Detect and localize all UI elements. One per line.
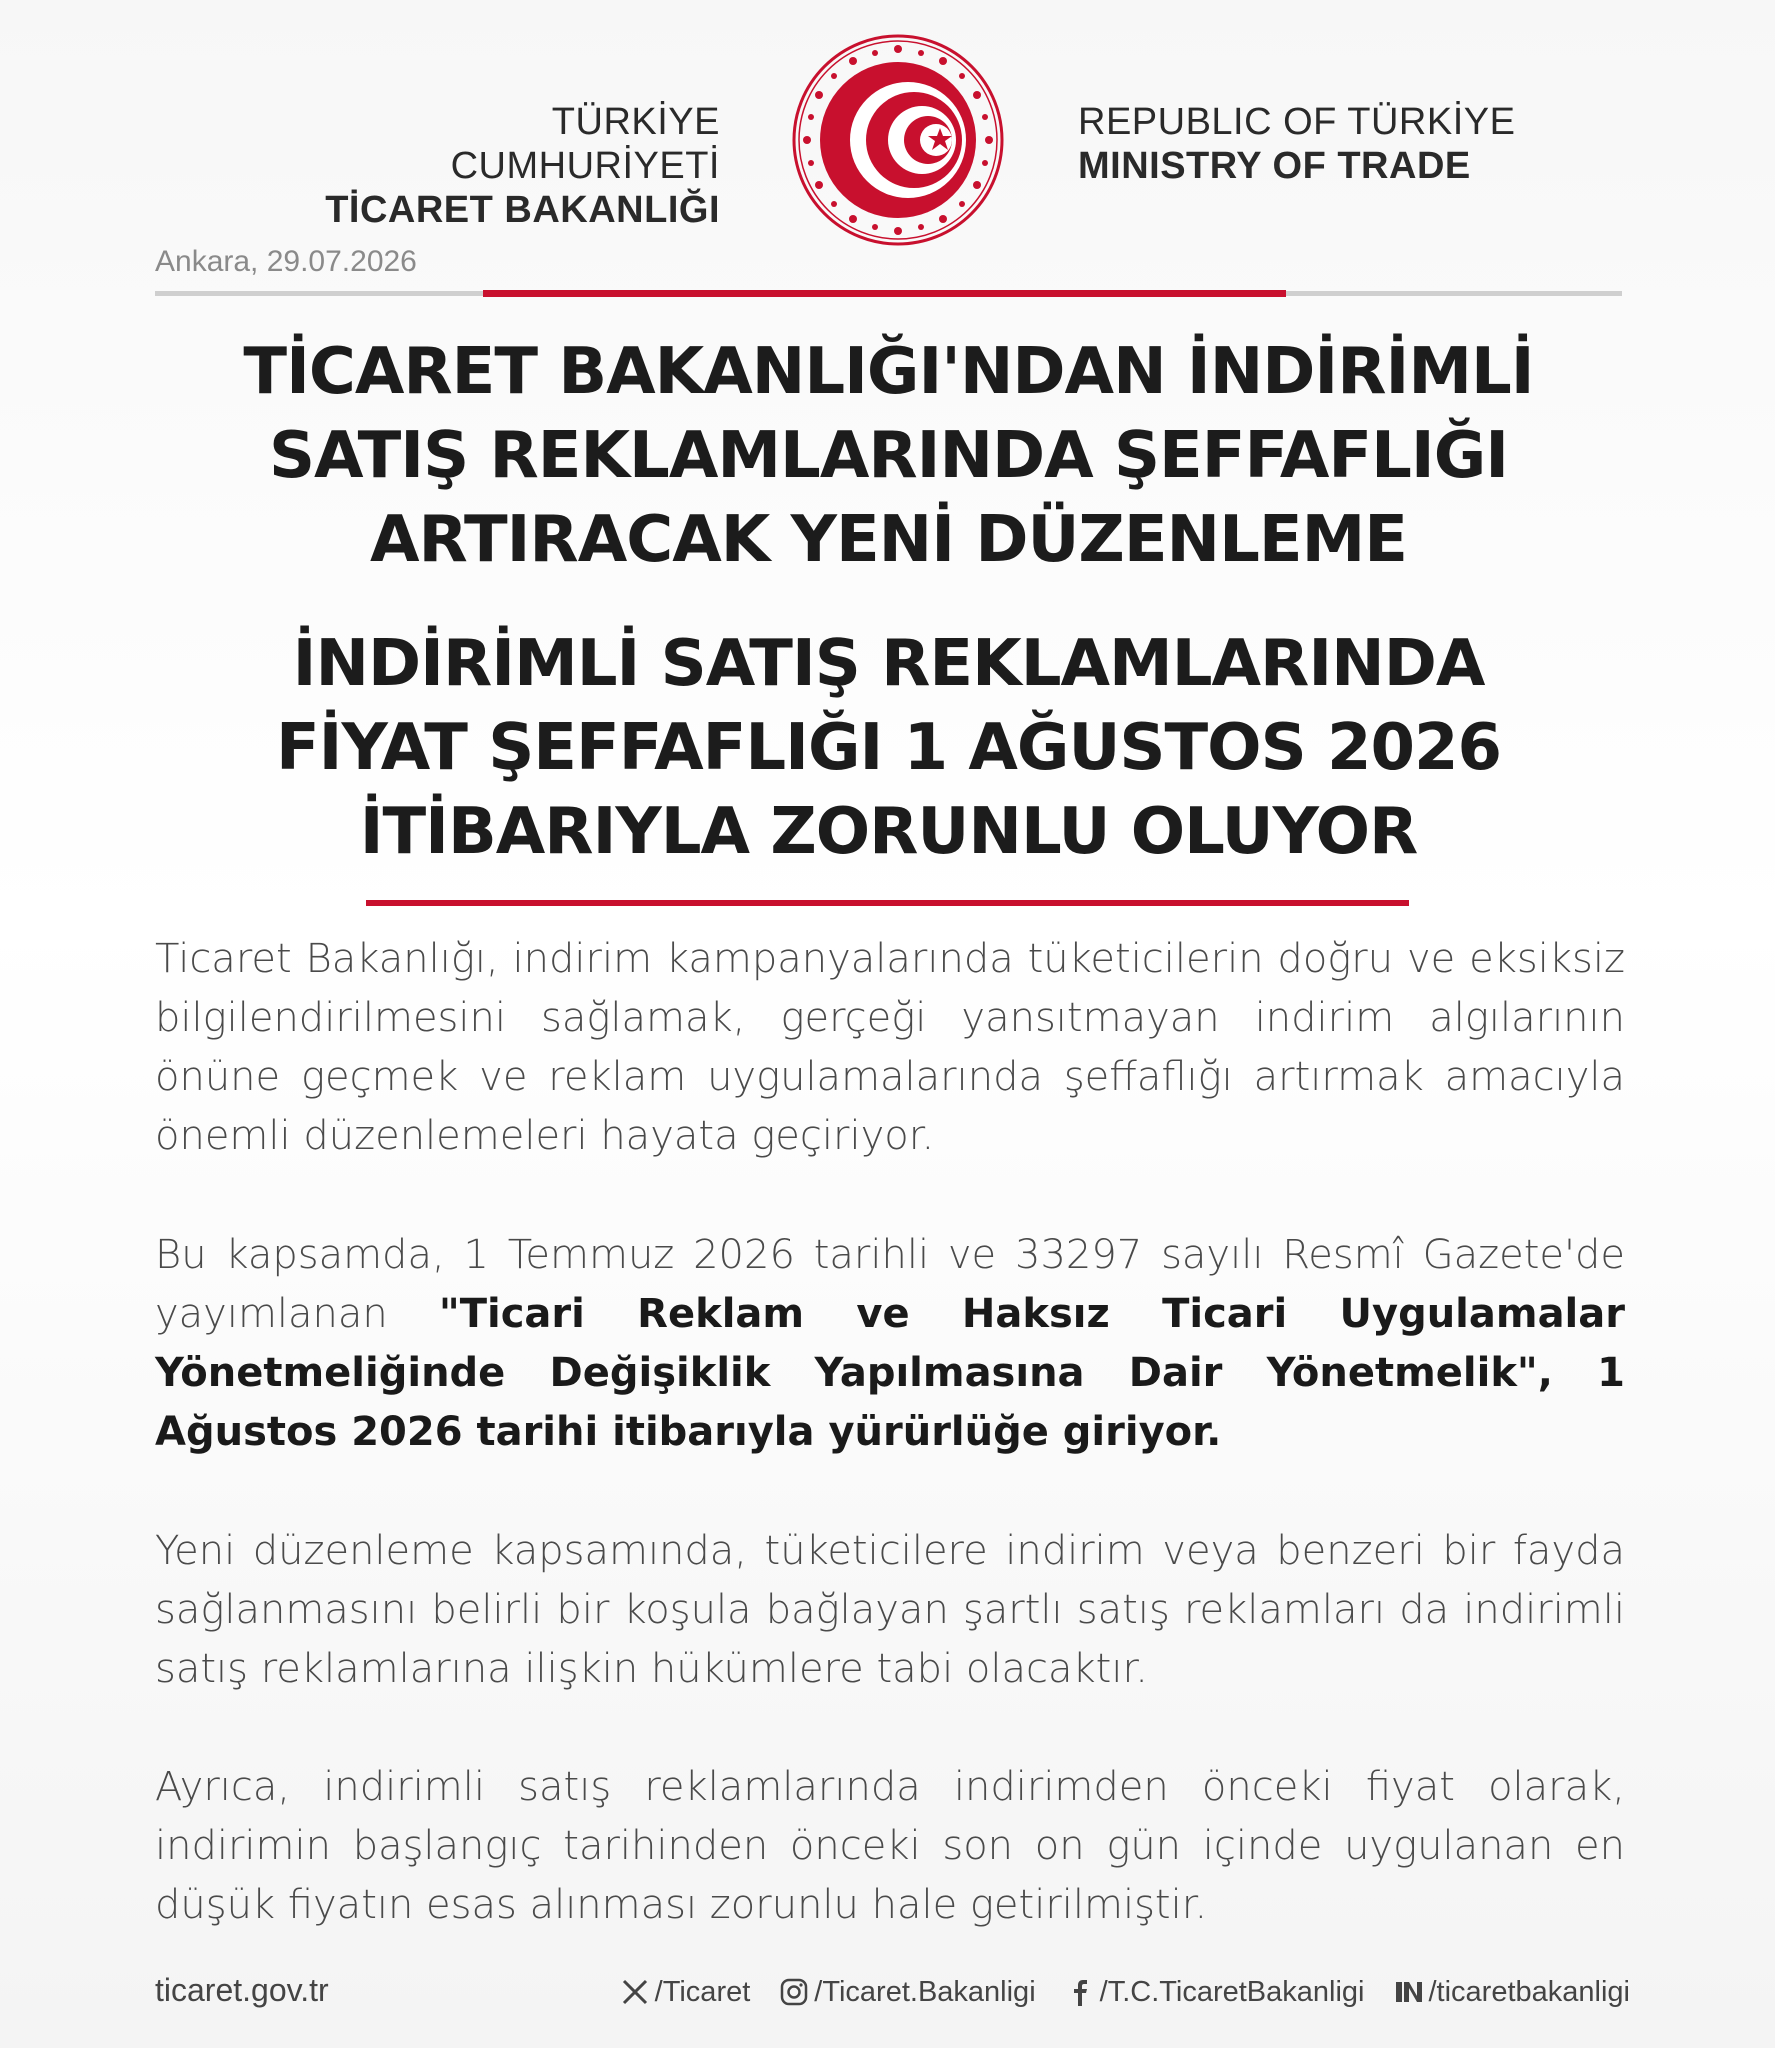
sub-title-line3: İTİBARIYLA ZORUNLU OLUYOR [359, 795, 1418, 869]
social-x[interactable] [619, 1976, 751, 2009]
sub-title-line2: FİYAT ŞEFFAFLIĞI 1 AĞUSTOS 2026 [275, 711, 1502, 785]
main-title-line2: SATIŞ REKLAMLARINDA ŞEFFAFLIĞI [268, 419, 1509, 493]
social-instagram[interactable] [778, 1976, 1035, 2009]
body-paragraph-1: Ticaret Bakanlığı, indirim kampanyalarında tüketicilerin doğru ve eksiksiz bilgilendirilmesini sağlamak, gerçeği yansıtmayan indirim algılarının önüne geçmek ve reklam uygulamalarında şeffaflığı artırmak amacıyla önemli düzenlemeleri hayata geçiriyor. [155, 936, 1625, 1159]
facebook-icon [1064, 1976, 1096, 2008]
x-icon [619, 1976, 651, 2008]
title-divider [366, 900, 1409, 906]
header-divider-accent [483, 290, 1286, 297]
place-date: Ankara, 29.07.2026 [155, 245, 417, 278]
body-paragraph-4: Ayrıca, indirimli satış reklamlarında indirimden önceki fiyat olarak, indirimin başlangıç tarihinden önceki son on gün içinde uygulanan en düşük fiyatın esas alınması zorunlu hale getirilmiştir. [155, 1764, 1625, 1928]
footer-social-links [580, 1972, 1630, 2012]
main-title-line3: ARTIRACAK YENİ DÜZENLEME [370, 503, 1407, 577]
main-title [155, 330, 1622, 582]
nsosyal-icon [1393, 1976, 1425, 2008]
body-paragraph-2-plain: Bu kapsamda, 1 Temmuz 2026 tarihli ve 33297 sayılı Resmî Gazete'de yayımlanan [155, 1232, 1625, 1337]
ministry-emblem-icon [790, 32, 1006, 248]
sub-title [155, 622, 1622, 874]
body-paragraph-2 [155, 1226, 1625, 1462]
header-right-line2: MINISTRY OF TRADE [1078, 145, 1471, 187]
header-turkish [290, 100, 720, 232]
instagram-icon [778, 1976, 810, 2008]
social-facebook-handle: /T.C.TicaretBakanligi [1099, 1975, 1365, 2008]
social-nsosyal[interactable] [1393, 1976, 1631, 2009]
header-left-line1: TÜRKİYE CUMHURİYETİ [450, 101, 720, 187]
body-paragraph-3: Yeni düzenleme kapsamında, tüketicilere indirim veya benzeri bir fayda sağlanmasını belirli bir koşula bağlayan şartlı satış reklamları da indirimli satış reklamlarına ilişkin hükümlere tabi olacaktır. [155, 1528, 1625, 1692]
sub-title-line1: İNDİRİMLİ SATIŞ REKLAMLARINDA [292, 627, 1485, 701]
header-english [1078, 100, 1538, 188]
body-paragraph-2-bold: "Ticari Reklam ve Haksız Ticari Uygulamalar Yönetmeliğinde Değişiklik Yapılmasına Dair Yönetmelik", 1 Ağustos 2026 tarihi itibarıyla yürürlüğe giriyor. [155, 1291, 1625, 1455]
social-facebook[interactable] [1064, 1976, 1365, 2009]
social-instagram-handle: /Ticaret.Bakanligi [814, 1975, 1036, 2008]
social-nsosyal-handle: /ticaretbakanligi [1428, 1975, 1630, 2008]
social-x-handle: /Ticaret [654, 1975, 751, 2008]
header-right-line1: REPUBLIC OF TÜRKİYE [1078, 101, 1516, 143]
footer-website[interactable]: ticaret.gov.tr [155, 1972, 329, 2008]
main-title-line1: TİCARET BAKANLIĞI'NDAN İNDİRİMLİ [243, 335, 1534, 409]
header-left-line2: TİCARET BAKANLIĞI [325, 189, 720, 231]
